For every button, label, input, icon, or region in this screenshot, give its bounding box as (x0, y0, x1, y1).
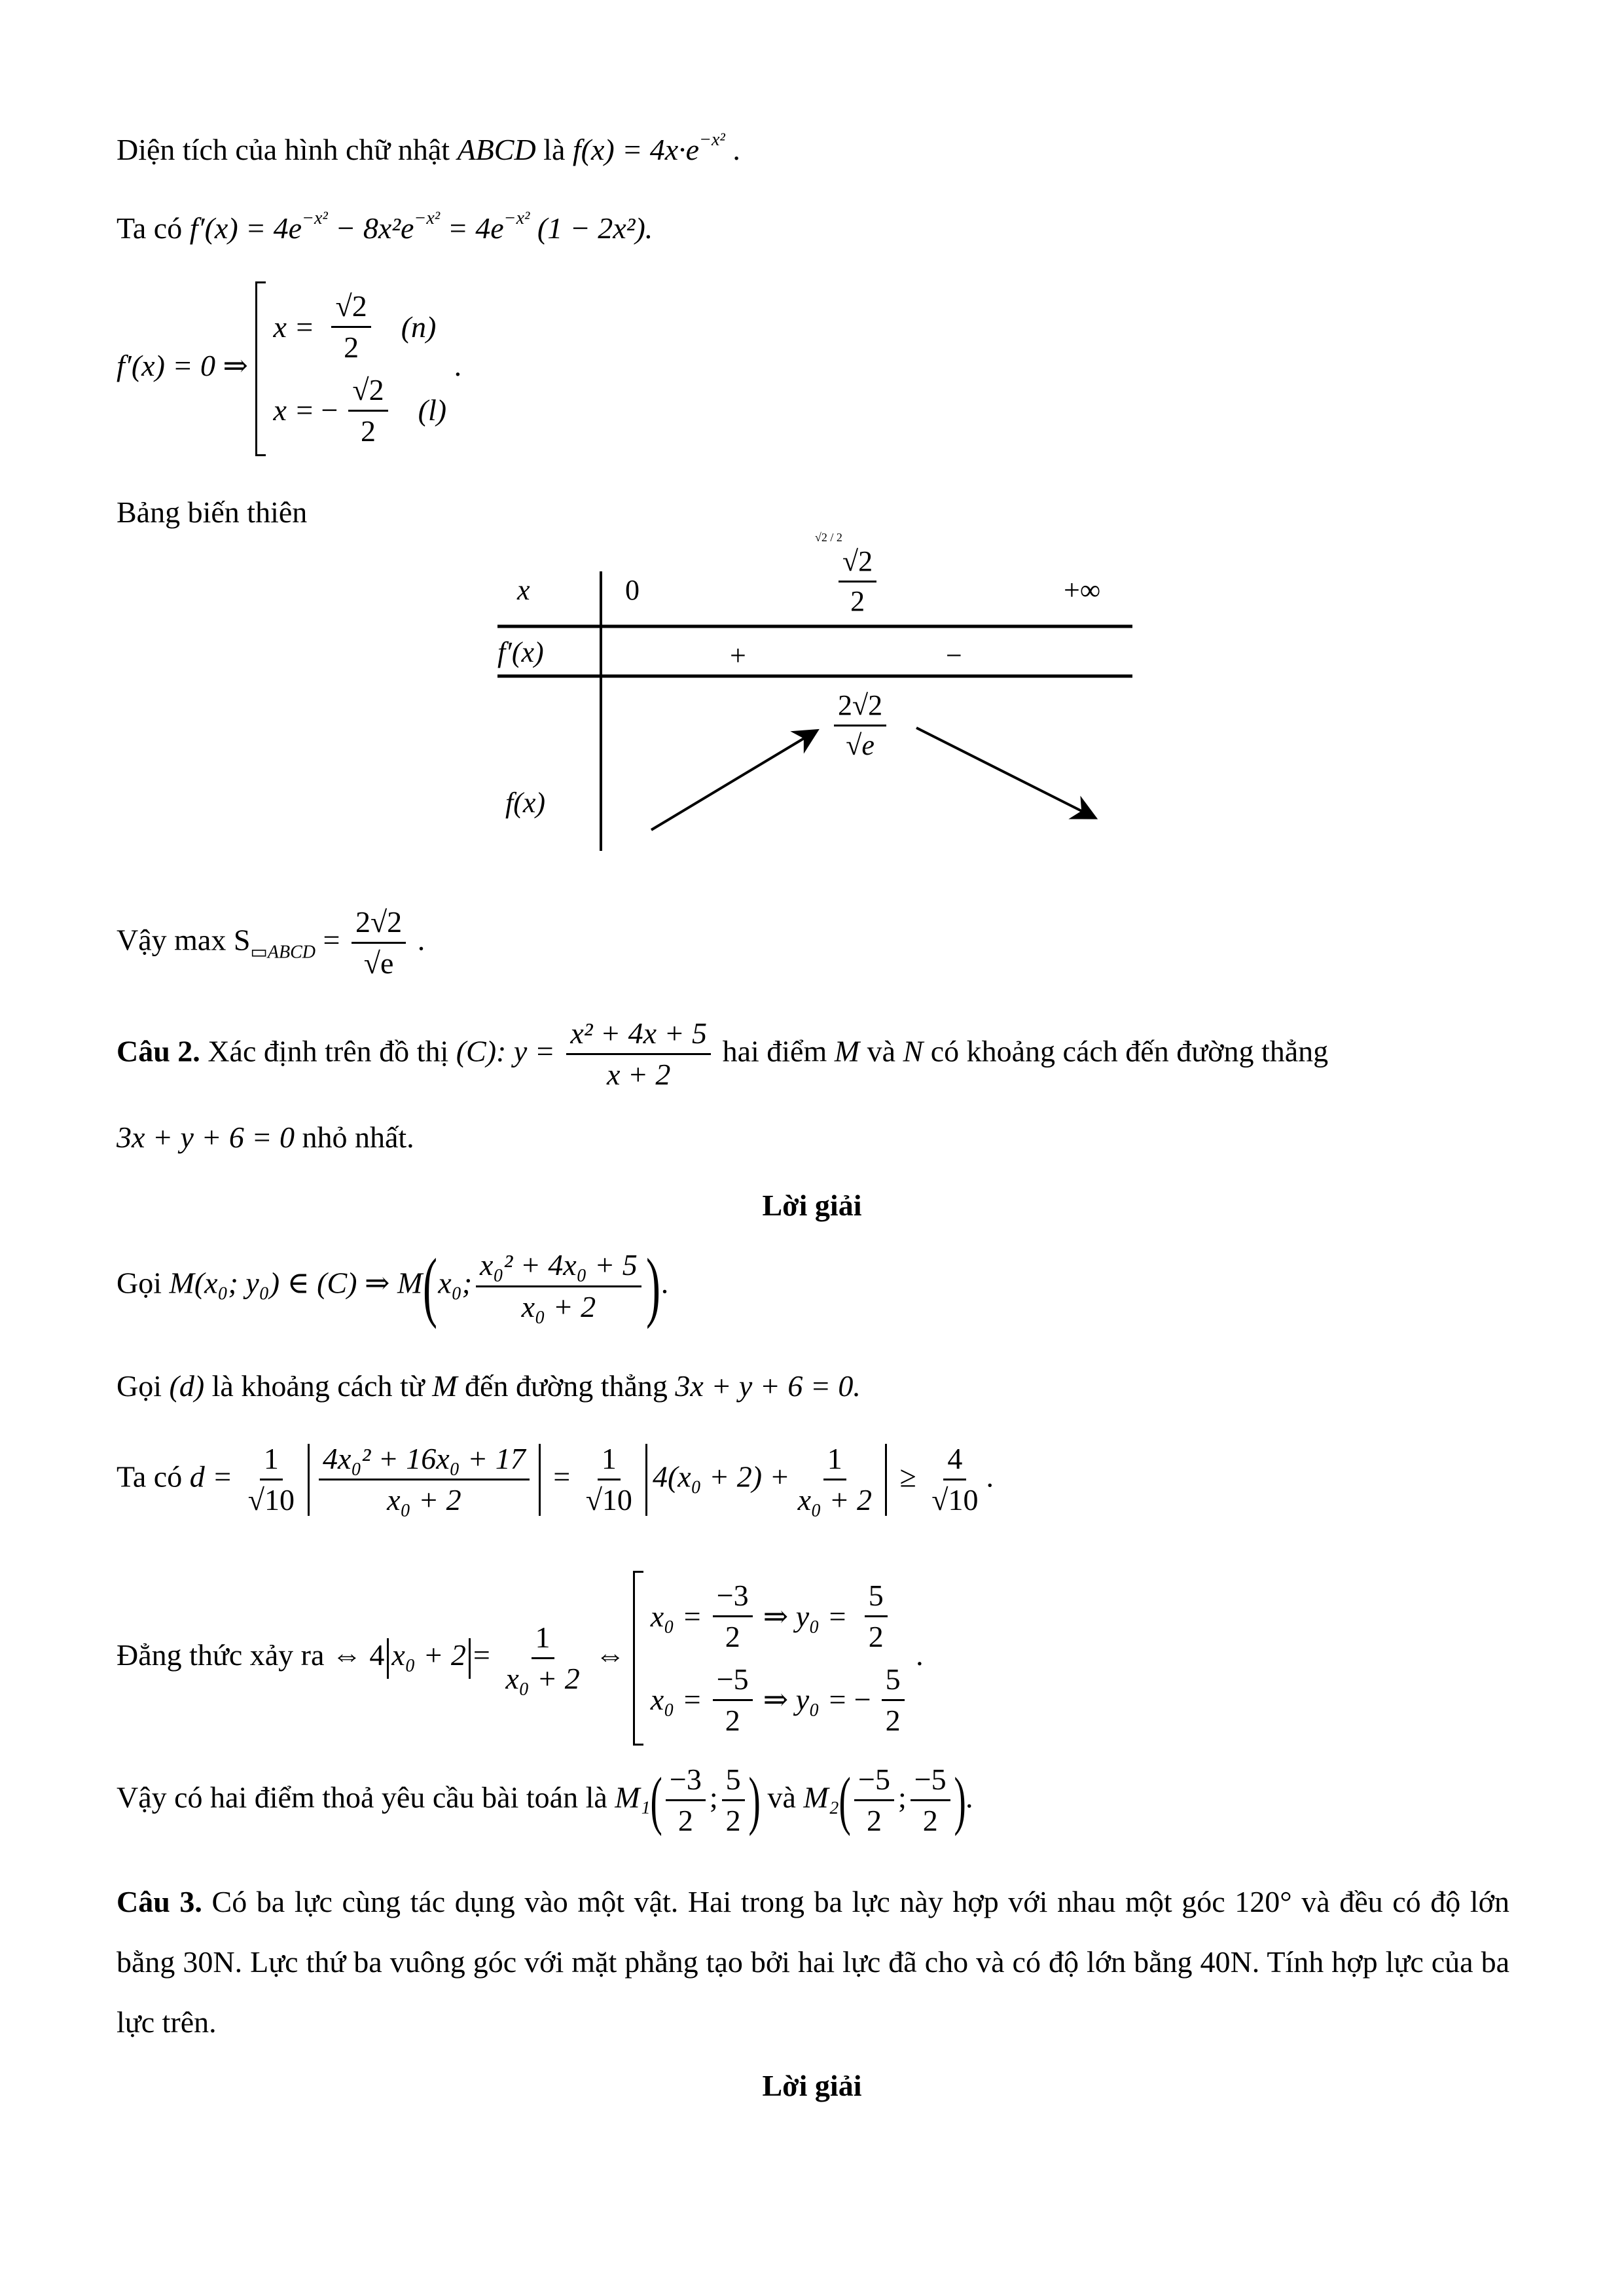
step1-num: x₀² + 4x₀ + 5 (476, 1249, 641, 1287)
q2-line-eq: 3x + y + 6 = 0 (117, 1121, 295, 1154)
area-function: f(x) = 4x·e (572, 133, 700, 166)
case-x-den: 2 (725, 1620, 740, 1654)
case-tag: (n) (401, 310, 437, 344)
case-y-num: 5 (882, 1664, 905, 1701)
increasing-arrow (651, 732, 815, 830)
step3-f2-den: x₀ + 2 (387, 1483, 461, 1517)
case-sign: − (321, 393, 338, 427)
m2-x-den: 2 (866, 1804, 882, 1838)
q2-point-n: N (903, 1034, 924, 1068)
step1-prefix: Gọi (117, 1266, 162, 1300)
step4-case (651, 1575, 909, 1659)
question-3-text: Có ba lực cùng tác dụng vào một vật. Hai trong ba lực này hợp với nhau một góc 120° và đều có độ lớn bằng 30N. Lực thứ ba vuông góc với mặt phẳng tạo bởi hai lực đã cho và có độ lớn bằng 40N. Tính hợp lực của ba lực trên. (117, 1885, 1509, 2039)
answer-m1: M₁ (615, 1780, 651, 1814)
abs-bar (645, 1444, 647, 1516)
derivative-term2: − 8x²e (327, 211, 414, 245)
q2-text-d: nhỏ nhất. (302, 1121, 414, 1154)
derivative-exp1: −x² (302, 208, 328, 228)
step4-iff: ⇔ 4 (331, 1638, 385, 1672)
right-paren: ) (954, 1763, 966, 1837)
max-num: 2√2 (834, 691, 886, 726)
step2-d: (d) (169, 1369, 205, 1403)
q2-step-1 (117, 1242, 669, 1329)
rect-name: ABCD (457, 133, 536, 166)
critical-end: . (454, 349, 462, 383)
step2-text: là khoảng cách từ (211, 1369, 425, 1403)
question-2-line-2 (117, 1122, 414, 1153)
step4-eq: = (473, 1638, 490, 1672)
derivative-statement (117, 209, 653, 243)
conclusion-subscript: ▭ABCD (250, 942, 316, 963)
case-lhs: x = (273, 310, 315, 344)
q2-curve-num: x² + 4x + 5 (566, 1018, 711, 1055)
step4-end: . (916, 1638, 924, 1672)
derivative-term3: = 4e (440, 211, 504, 245)
answer-m2: M₂ (803, 1780, 839, 1814)
case-den: 2 (361, 414, 376, 448)
abs-bar (308, 1444, 310, 1516)
step3-inner: 4(x₀ + 2) + (652, 1460, 790, 1494)
critical-case (273, 369, 446, 453)
step1-x: x₀; (438, 1266, 473, 1300)
x-value-infinity: +∞ (1064, 574, 1101, 606)
x-critical-den: 2 (850, 585, 865, 618)
step3-f1-den: √10 (247, 1483, 295, 1517)
q2-text-c: có khoảng cách đến đường thẳng (930, 1034, 1329, 1068)
abs-bar (387, 1638, 389, 1679)
area-statement: Diện tích của hình chữ nhật ABCD là $f(x) = 4x\cdot e^{-x^2}$ . (117, 130, 740, 166)
case-y-sign: − (854, 1683, 871, 1717)
case-num: √2 (331, 291, 370, 328)
step2-m: M (432, 1369, 458, 1403)
step3-end: . (986, 1460, 994, 1494)
q2-and: và (867, 1034, 895, 1068)
step3-ge: ≥ (899, 1460, 916, 1494)
case-lhs: x = (273, 393, 315, 427)
answer-and: và (767, 1780, 796, 1814)
abs-bar (469, 1638, 471, 1679)
conclusion-eq: = (323, 923, 340, 957)
step3-eq: = (553, 1460, 571, 1494)
q3-solution-heading: Lời giải (762, 2069, 862, 2102)
conclusion-end: . (417, 923, 425, 957)
step3-f5-den: √10 (931, 1483, 979, 1517)
step1-expr: M(x₀; y₀) ∈ (C) ⇒ M (169, 1266, 423, 1300)
conclusion-num: 2√2 (352, 906, 406, 944)
sign-negative: − (946, 639, 962, 672)
derivative-intro: Ta có (117, 211, 183, 245)
critical-lhs: f′(x) = 0 ⇒ (117, 349, 248, 383)
left-paren: ( (839, 1763, 851, 1837)
max-value (830, 691, 890, 761)
step1-den: x₀ + 2 (521, 1289, 596, 1323)
case-x-lhs: x₀ = (650, 1683, 702, 1717)
derivative-factor: (1 − 2x²). (537, 211, 653, 245)
m2-y-den: 2 (922, 1804, 938, 1838)
q2-step-2 (117, 1371, 861, 1401)
step4-prefix: Đẳng thức xảy ra (117, 1638, 325, 1672)
step3-f1-num: 1 (260, 1443, 283, 1480)
step3-f5-num: 4 (943, 1443, 966, 1480)
area-function-exponent: −x² (699, 130, 725, 150)
case-x-num: −3 (713, 1580, 753, 1617)
x-value-zero: 0 (625, 574, 640, 606)
q2-step-3 (117, 1443, 994, 1516)
m1-x-num: −3 (666, 1764, 706, 1801)
q2-solution-heading: Lời giải (762, 1189, 862, 1222)
right-paren: ) (645, 1242, 660, 1329)
case-den: 2 (344, 331, 359, 365)
case-imp: ⇒ y₀ = (763, 1599, 848, 1633)
step3-prefix: Ta có (117, 1460, 183, 1494)
case-x-den: 2 (725, 1703, 740, 1737)
conclusion-prefix: Vậy max S (117, 923, 251, 957)
case-y-num: 5 (865, 1580, 888, 1617)
step2-prefix: Gọi (117, 1369, 162, 1403)
q2-step-4 (117, 1571, 924, 1746)
derivative-term1: f′(x) = 4e (189, 211, 302, 245)
critical-cases (255, 281, 446, 456)
step1-end: . (660, 1266, 669, 1300)
question-3-label: Câu 3. (117, 1885, 202, 1918)
m2-y-num: −5 (911, 1764, 950, 1801)
step3-f2-num: 4x₀² + 16x₀ + 17 (319, 1443, 530, 1480)
step3-f4-num: 1 (823, 1443, 846, 1480)
sign-positive: + (730, 639, 746, 672)
step3-f3-den: √10 (585, 1483, 632, 1517)
is-word: là (543, 133, 566, 166)
case-tag: (l) (418, 393, 447, 427)
x-critical-num: √2 (839, 547, 876, 583)
q2-answer: Vậy có hai điểm thoả yêu cầu bài toán là M₁( $\frac{-3}{2}$ ; $\frac{5}{2}$ ) và M₂( $\frac{-5}{2}$ ; $\frac{-5}{2}$ ). (117, 1763, 973, 1838)
right-paren: ) (748, 1763, 761, 1837)
case-fraction (331, 291, 370, 364)
left-paren: ( (650, 1763, 662, 1837)
area-text: Diện tích của hình chữ nhật (117, 133, 450, 166)
q2-point-m: M (834, 1034, 860, 1068)
row-label-derivative: f′(x) (497, 636, 544, 668)
m2-x-num: −5 (854, 1764, 894, 1801)
step4-abs: x₀ + 2 (391, 1638, 466, 1672)
case-imp: ⇒ y₀ = (763, 1683, 848, 1717)
m1-x-den: 2 (677, 1804, 693, 1838)
step3-f4-den: x₀ + 2 (797, 1483, 873, 1517)
step4-cases (633, 1571, 909, 1746)
question-2-label: Câu 2. (117, 1034, 200, 1068)
abs-bar (885, 1444, 887, 1516)
step4-iff2: ⇔ (595, 1638, 626, 1672)
derivative-exp2: −x² (414, 208, 441, 228)
case-num: √2 (348, 374, 388, 412)
m1-y-num: 5 (722, 1764, 745, 1801)
step3-f3-num: 1 (598, 1443, 621, 1480)
critical-case (273, 285, 446, 369)
question-3 (117, 1872, 1509, 2053)
table-title: Bảng biến thiên (117, 495, 308, 529)
step4-num: 1 (532, 1622, 554, 1659)
left-paren: ( (423, 1242, 438, 1329)
step2-text2: đến đường thẳng (465, 1369, 668, 1403)
q2-curve: (C): y = (456, 1034, 555, 1068)
row-label-x: x (517, 574, 530, 606)
q2-text-a: Xác định trên đồ thị (208, 1034, 449, 1068)
step2-line: 3x + y + 6 = 0. (675, 1369, 861, 1403)
max-conclusion (117, 906, 425, 980)
step4-den: x₀ + 2 (505, 1662, 580, 1696)
q2-text-b: hai điểm (722, 1034, 827, 1068)
x-value-critical (835, 547, 880, 617)
conclusion-den: √e (363, 946, 394, 980)
case-y-den: 2 (868, 1620, 884, 1654)
case-x-num: −5 (713, 1664, 753, 1701)
decreasing-arrow (916, 728, 1093, 817)
case-x-lhs: x₀ = (650, 1599, 702, 1633)
case-y-den: 2 (885, 1703, 901, 1737)
max-den: √e (846, 729, 875, 762)
x-value-critical-inline: √2 / 2 (815, 531, 842, 544)
row-label-function: f(x) (505, 787, 546, 819)
question-2-line-1 (117, 1018, 1328, 1091)
abs-bar (539, 1444, 541, 1516)
case-fraction (348, 374, 388, 448)
answer-prefix: Vậy có hai điểm thoả yêu cầu bài toán là (117, 1780, 607, 1814)
q2-curve-den: x + 2 (606, 1058, 671, 1092)
answer-end: . (965, 1780, 973, 1814)
critical-points (117, 281, 461, 456)
m1-y-den: 2 (725, 1804, 741, 1838)
step3-d: d = (189, 1460, 233, 1494)
step4-case (651, 1659, 909, 1742)
derivative-exp3: −x² (503, 208, 530, 228)
